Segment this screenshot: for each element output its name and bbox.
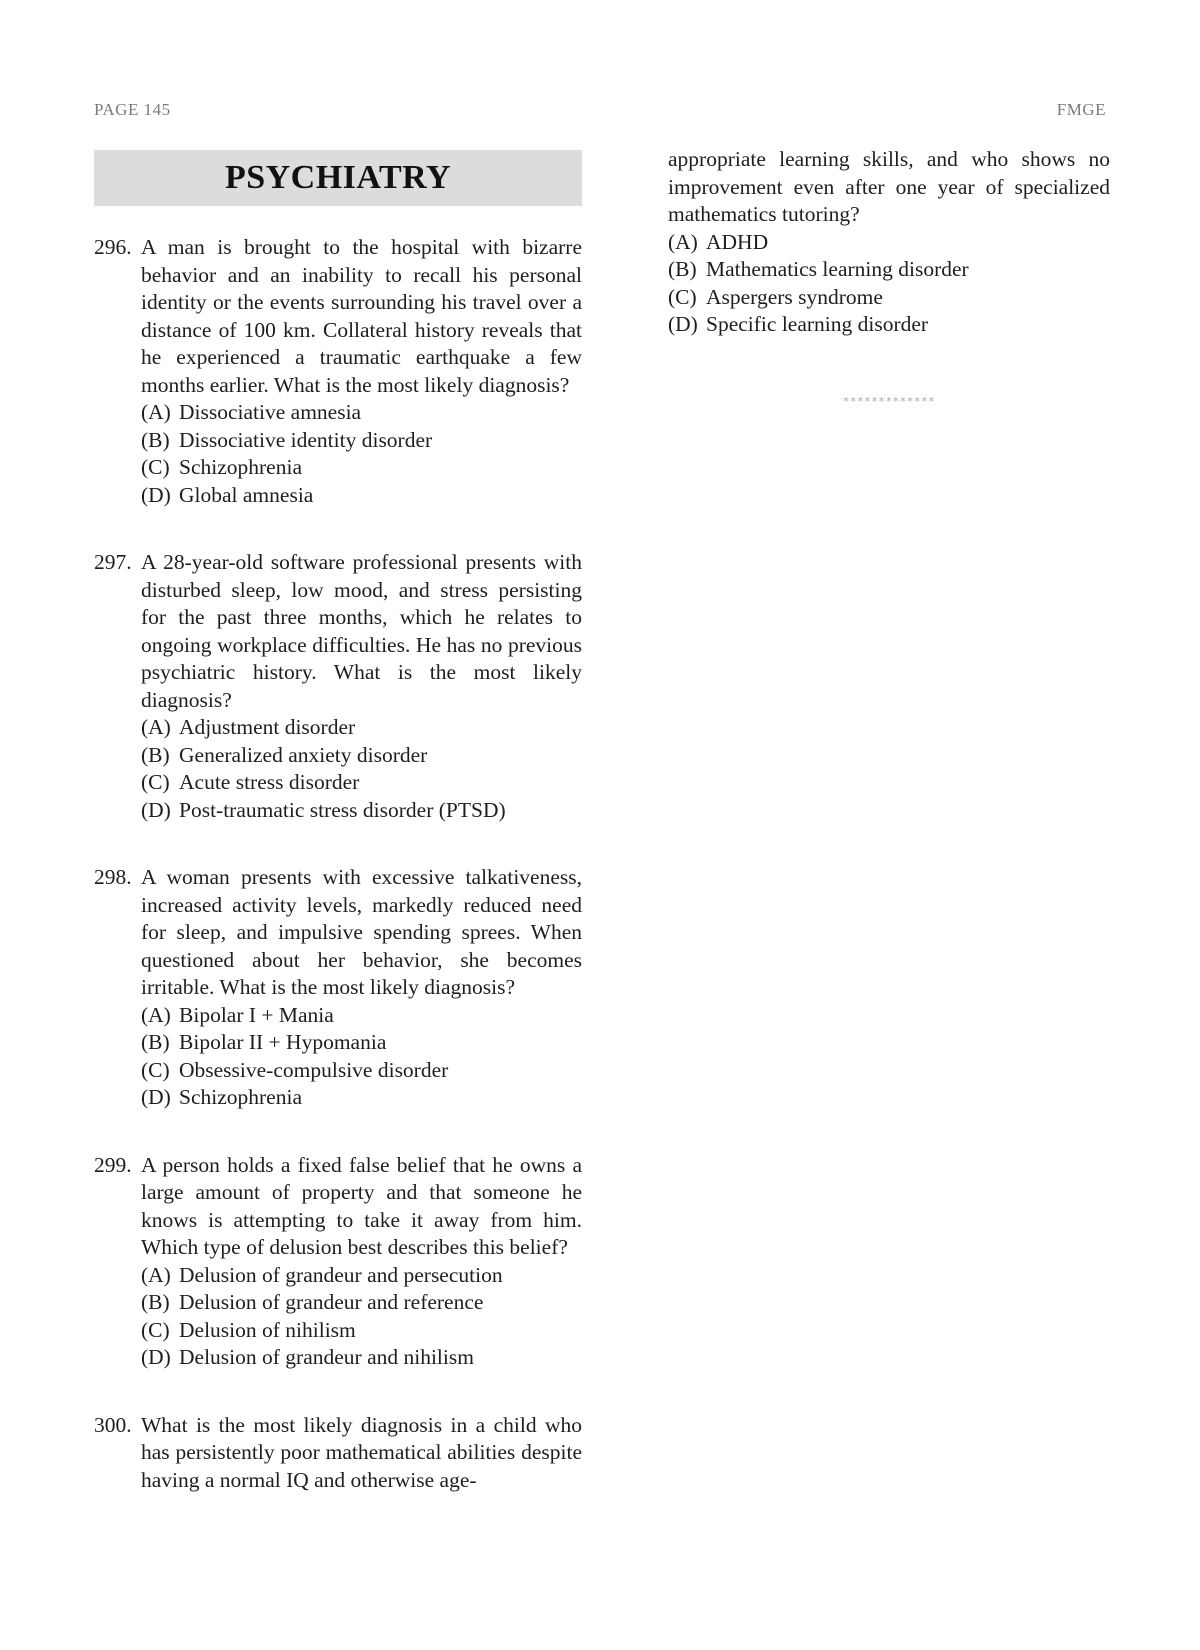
option-key: (D) [141,1345,171,1369]
option-text: Generalized anxiety disorder [179,742,428,767]
question-text: A man is brought to the hospital with bizarre behavior and an inability to recall his personal identity or the events surrounding his travel over a distance of 100 km. Collateral history reveals that he experienced a traumatic earthquake a few months earlier. What is the most likely diagnosis? [141,235,582,397]
question-number: 300. [94,1412,132,1437]
question-body [141,864,582,1112]
option-d [141,1344,582,1372]
question-298 [94,864,582,1112]
option-text: Delusion of grandeur and nihilism [179,1345,474,1369]
question-number: 298. [94,865,132,889]
option-text: Dissociative identity disorder [179,427,433,452]
option-key: (A) [668,229,698,254]
option-b [141,1289,582,1317]
option-c [668,284,1110,312]
question-300-continuation: appropriate learning skills, and who shows no improvement even after one year of specialized mathematics tutoring? [668,147,1110,226]
question-number: 299. [94,1152,132,1177]
option-text: ADHD [706,229,769,254]
option-b [141,1029,582,1057]
option-key: (A) [141,1002,171,1027]
option-text: Dissociative amnesia [179,400,362,424]
option-text: Schizophrenia [179,1085,302,1109]
option-d [668,311,1110,339]
option-d [141,1084,582,1112]
question-300 [94,1412,582,1495]
option-text: Post-traumatic stress disorder (PTSD) [179,797,506,822]
option-key: (B) [141,742,170,767]
option-a [141,1002,582,1030]
option-text: Schizophrenia [179,455,302,479]
option-text: Delusion of nihilism [179,1317,356,1342]
question-number: 297. [94,550,132,574]
option-key: (C) [668,284,697,309]
option-key: (D) [141,1085,171,1109]
option-text: Adjustment disorder [179,715,356,739]
option-key: (C) [141,770,170,794]
option-b [141,742,582,770]
question-number: 296. [94,235,132,259]
option-key: (A) [141,400,171,424]
question-299 [94,1152,582,1372]
section-separator: ************* [842,394,936,408]
option-key: (C) [141,1057,170,1082]
option-text: Bipolar II + Hypomania [179,1030,387,1054]
question-body [141,1152,582,1372]
option-a [141,1262,582,1290]
option-key: (C) [141,455,170,479]
right-column [668,146,1110,408]
option-text: Global amnesia [179,482,314,507]
page-number: PAGE 145 [94,100,171,119]
option-key: (D) [668,312,698,336]
option-key: (B) [141,427,170,452]
question-297 [94,549,582,824]
option-b [668,256,1110,284]
option-text: Delusion of grandeur and reference [179,1290,484,1314]
question-body [141,234,582,509]
option-d [141,797,582,825]
option-b [141,427,582,455]
question-296 [94,234,582,509]
option-key: (B) [141,1290,170,1314]
option-d [141,482,582,510]
option-key: (A) [141,715,171,739]
option-text: Delusion of grandeur and persecution [179,1262,503,1287]
question-text: What is the most likely diagnosis in a child who has persistently poor mathematical abilities despite having a normal IQ and otherwise age- [141,1412,582,1492]
option-c [141,1057,582,1085]
question-body [141,549,582,824]
section-title: PSYCHIATRY [224,159,452,196]
option-a [668,229,1110,257]
option-c [141,454,582,482]
question-text: A 28-year-old software professional presents with disturbed sleep, low mood, and stress persisting for the past three months, which he relates to ongoing workplace difficulties. He has no previous psychiatric history. What is the most likely diagnosis? [141,550,582,712]
option-key: (B) [668,257,697,281]
option-text: Mathematics learning disorder [706,257,969,281]
option-c [141,769,582,797]
option-text: Aspergers syndrome [706,284,883,309]
option-key: (C) [141,1317,170,1342]
question-text: A woman presents with excessive talkativeness, increased activity levels, markedly reduced need for sleep, and impulsive spending sprees. When questioned about her behavior, she becomes irritable. What is the most likely diagnosis? [141,865,582,999]
option-key: (D) [141,482,171,507]
option-key: (A) [141,1262,171,1287]
option-text: Specific learning disorder [706,312,929,336]
exam-label: FMGE [1056,100,1106,119]
question-text: A person holds a fixed false belief that he owns a large amount of property and that someone he knows is attempting to take it away from him. Which type of delusion best describes this belief? [141,1152,582,1259]
option-text: Bipolar I + Mania [179,1002,334,1027]
option-key: (D) [141,797,171,822]
option-c [141,1317,582,1345]
question-body [141,1412,582,1495]
question-300-options [668,229,1110,339]
option-key: (B) [141,1030,170,1054]
option-a [141,399,582,427]
left-column [94,150,582,1534]
option-a [141,714,582,742]
option-text: Obsessive-compulsive disorder [179,1057,449,1082]
option-text: Acute stress disorder [179,770,360,794]
section-banner [94,150,582,206]
